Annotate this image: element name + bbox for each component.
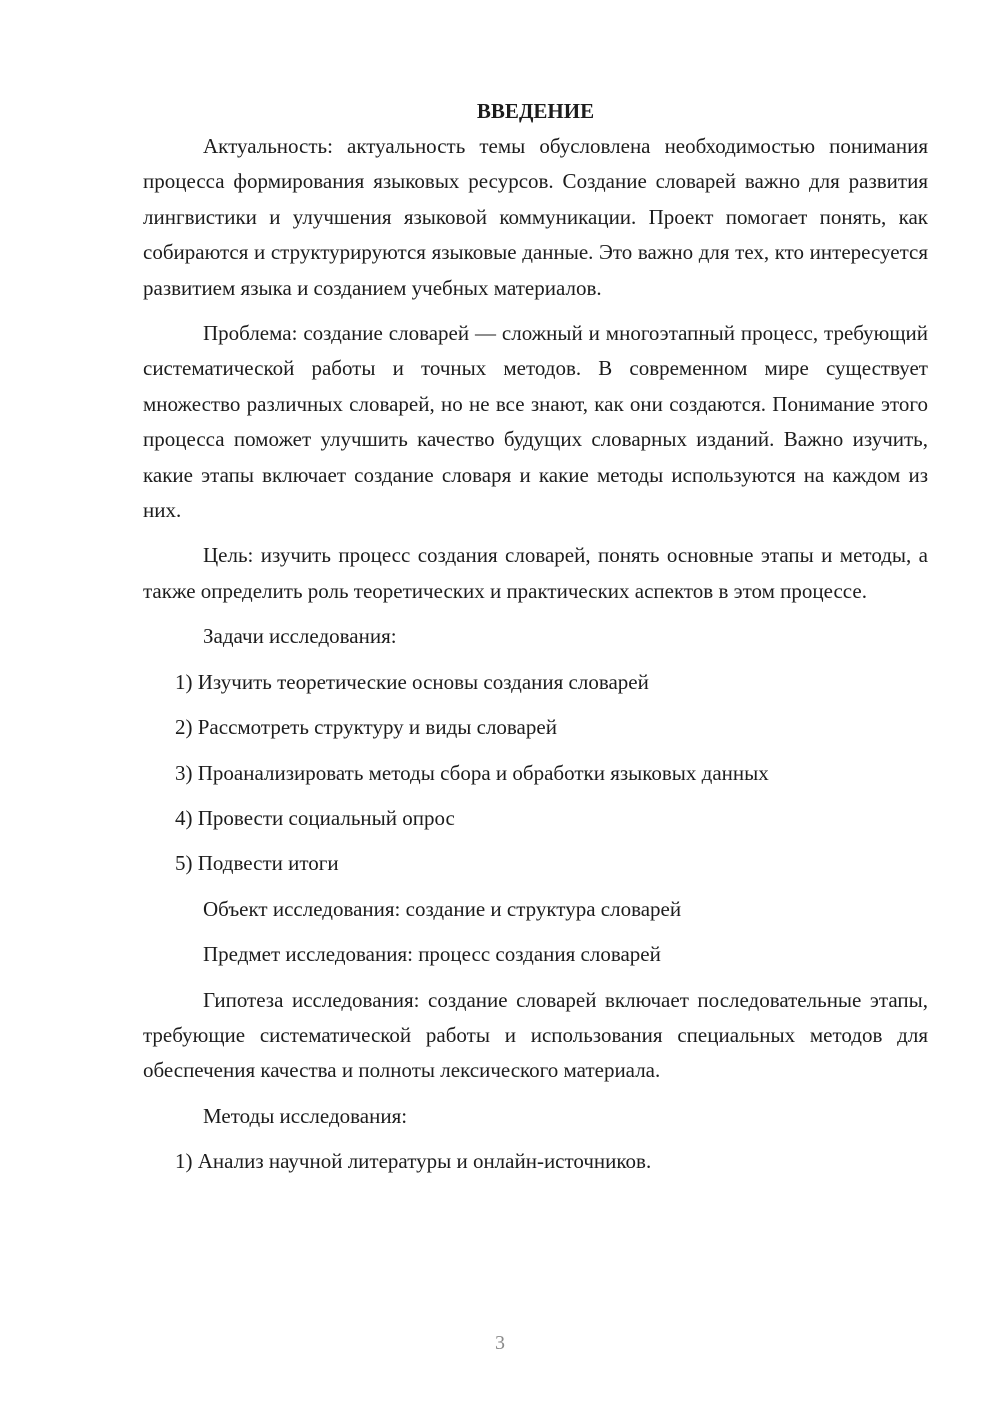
relevance-paragraph: Актуальность: актуальность темы обусловлена необходимостью понимания процесса формирования языковых ресурсов. Создание словарей важно для развития лингвистики и улучшения языковой коммуникации. Проект помогает понять, как собираются и структурируются языковые данные. Это важно для тех, кто интересуется развитием языка и созданием учебных материалов. <box>143 134 928 300</box>
task-item: 1) Изучить теоретические основы создания словарей <box>175 669 649 694</box>
task-item: 2) Рассмотреть структуру и виды словарей <box>175 715 557 740</box>
goal-paragraph: Цель: изучить процесс создания словарей, понять основные этапы и методы, а также определить роль теоретических и практических аспектов в этом процессе. <box>143 543 928 603</box>
method-item: 1) Анализ научной литературы и онлайн-источников. <box>175 1149 652 1174</box>
task-item: 4) Провести социальный опрос <box>175 805 455 830</box>
page-number: 3 <box>495 1332 505 1354</box>
page-title: ВВЕДЕНИЕ <box>476 99 595 123</box>
hypothesis-paragraph: Гипотеза исследования: создание словарей включает последовательные этапы, требующие систематической работы и использования специальных методов для обеспечения качества и полноты лексического материала. <box>143 987 928 1083</box>
problem-paragraph: Проблема: создание словарей — сложный и многоэтапный процесс, требующий систематической работы и точных методов. В современном мире существует множество различных словарей, но не все знают, как они создаются. Понимание этого процесса поможет улучшить качество будущих словарных изданий. Важно изучить, какие этапы включает создание словаря и какие методы используются на каждом из них. <box>143 321 928 523</box>
task-item: 5) Подвести итоги <box>175 851 339 876</box>
methods-heading: Методы исследования: <box>203 1103 408 1128</box>
task-item: 3) Проанализировать методы сбора и обработки языковых данных <box>175 760 769 785</box>
document-page <box>143 96 928 1190</box>
research-subject: Предмет исследования: процесс создания словарей <box>203 942 661 967</box>
tasks-heading: Задачи исследования: <box>203 624 397 649</box>
research-object: Объект исследования: создание и структура словарей <box>203 896 682 921</box>
